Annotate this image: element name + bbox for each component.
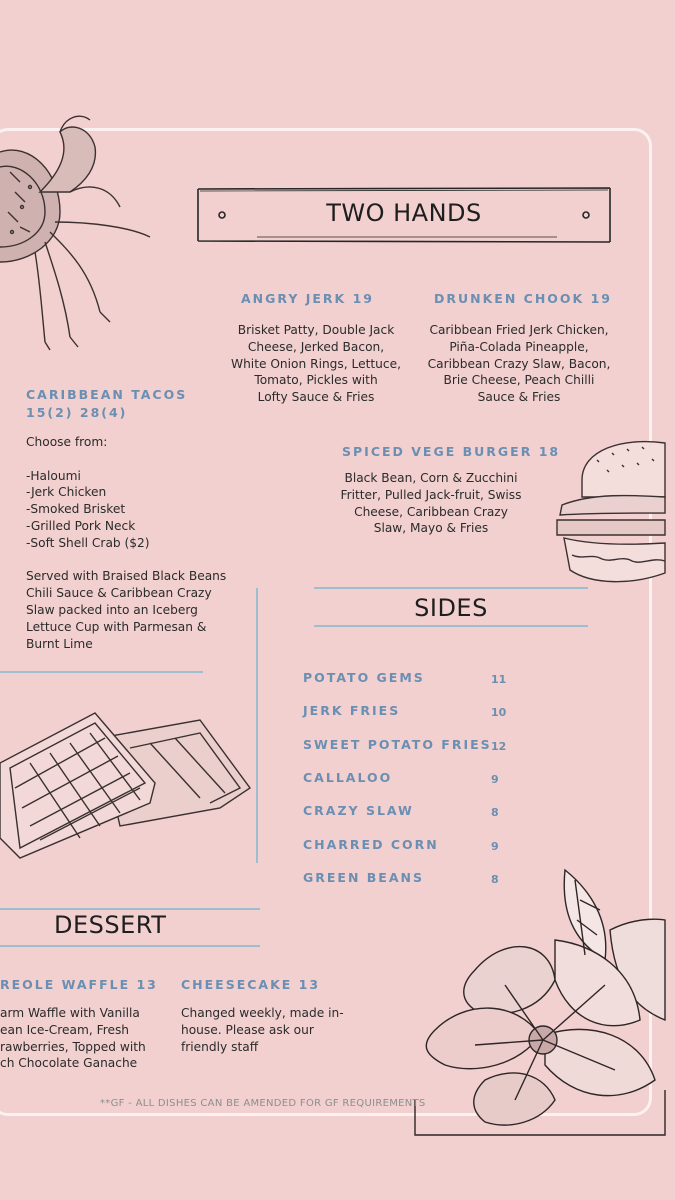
taco-option: -Haloumi bbox=[26, 468, 81, 483]
tacos-title: CARIBBEAN TACOS bbox=[26, 387, 188, 402]
taco-option: -Soft Shell Crab ($2) bbox=[26, 535, 150, 550]
desc-line: ch Chocolate Ganache bbox=[0, 1056, 138, 1071]
tacos-served-line: Burnt Lime bbox=[26, 636, 93, 651]
waffle-dessert-title: REOLE WAFFLE 13 bbox=[0, 977, 158, 992]
divider bbox=[314, 587, 588, 589]
side-price: 8 bbox=[491, 806, 499, 819]
tacos-prices: 15(2) 28(4) bbox=[26, 405, 128, 420]
angry-jerk-desc bbox=[222, 322, 410, 406]
tacos-desc bbox=[26, 434, 256, 652]
desc-line: Cheese, Jerked Bacon, bbox=[247, 339, 385, 354]
two-hands-title: TWO HANDS bbox=[326, 199, 482, 227]
vege-burger-title: SPICED VEGE BURGER 18 bbox=[342, 444, 561, 459]
tacos-served-line: Served with Braised Black Beans bbox=[26, 569, 227, 584]
sides-title: SIDES bbox=[414, 594, 488, 622]
tacos-choose: Choose from: bbox=[26, 435, 108, 449]
desc-line: Tomato, Pickles with bbox=[254, 373, 378, 388]
desc-line: Cheese, Caribbean Crazy bbox=[354, 504, 508, 519]
cheesecake-title: CHEESECAKE 13 bbox=[181, 977, 321, 992]
tacos-served-line: Lettuce Cup with Parmesan & bbox=[26, 619, 207, 634]
vege-burger-desc bbox=[332, 470, 530, 537]
two-hands-banner bbox=[197, 187, 611, 243]
desc-line: Lofty Sauce & Fries bbox=[257, 390, 375, 405]
divider bbox=[314, 625, 588, 627]
desc-line: Brie Cheese, Peach Chilli bbox=[443, 373, 595, 388]
desc-line: Black Bean, Corn & Zucchini bbox=[344, 471, 518, 485]
desc-line: friendly staff bbox=[181, 1039, 259, 1054]
desc-line: Slaw, Mayo & Fries bbox=[373, 521, 489, 536]
divider bbox=[0, 908, 260, 910]
tacos-served-line: Chili Sauce & Caribbean Crazy bbox=[26, 586, 212, 601]
waffle-dessert-desc bbox=[0, 1005, 170, 1072]
desc-line: Piña-Colada Pineapple, bbox=[449, 339, 589, 354]
side-price: 10 bbox=[491, 706, 507, 719]
desc-line: house. Please ask our bbox=[181, 1022, 314, 1037]
taco-option: -Grilled Pork Neck bbox=[26, 518, 136, 533]
desc-line: ean Ice-Cream, Fresh bbox=[0, 1022, 130, 1037]
desc-line: Fritter, Pulled Jack-fruit, Swiss bbox=[340, 487, 522, 502]
desc-line: rawberries, Topped with bbox=[0, 1039, 146, 1054]
cheesecake-desc bbox=[181, 1005, 381, 1055]
side-price: 9 bbox=[491, 840, 499, 853]
desc-line: Caribbean Fried Jerk Chicken, bbox=[429, 323, 609, 337]
side-name: CRAZY SLAW bbox=[303, 803, 414, 818]
divider bbox=[256, 588, 258, 863]
waffle-icon bbox=[0, 708, 255, 863]
dessert-title: DESSERT bbox=[54, 911, 167, 939]
desc-line: White Onion Rings, Lettuce, bbox=[231, 356, 401, 371]
divider bbox=[0, 671, 203, 673]
side-price: 9 bbox=[491, 773, 499, 786]
drunken-chook-desc bbox=[420, 322, 618, 406]
taco-option: -Jerk Chicken bbox=[26, 485, 107, 500]
desc-line: Changed weekly, made in- bbox=[181, 1006, 344, 1020]
taco-option: -Smoked Brisket bbox=[26, 502, 126, 517]
desc-line: Sauce & Fries bbox=[477, 390, 561, 405]
side-name: JERK FRIES bbox=[303, 703, 401, 718]
divider bbox=[0, 945, 260, 947]
side-price: 12 bbox=[491, 740, 507, 753]
side-price: 11 bbox=[491, 673, 507, 686]
crab-icon bbox=[0, 112, 160, 352]
drunken-chook-title: DRUNKEN CHOOK 19 bbox=[434, 291, 612, 306]
desc-line: arm Waffle with Vanilla bbox=[0, 1006, 140, 1020]
tacos-served-line: Slaw packed into an Iceberg bbox=[26, 602, 198, 617]
side-name: CHARRED CORN bbox=[303, 837, 439, 852]
angry-jerk-title: ANGRY JERK 19 bbox=[241, 291, 374, 306]
side-name: POTATO GEMS bbox=[303, 670, 425, 685]
desc-line: Brisket Patty, Double Jack bbox=[237, 323, 395, 337]
side-price: 8 bbox=[491, 873, 499, 886]
desc-line: Caribbean Crazy Slaw, Bacon, bbox=[427, 356, 611, 371]
gf-note: **GF - ALL DISHES CAN BE AMENDED FOR GF REQUIREMENTS bbox=[100, 1098, 426, 1109]
side-name: GREEN BEANS bbox=[303, 870, 424, 885]
flower-icon bbox=[415, 860, 665, 1135]
burger-icon bbox=[552, 435, 667, 590]
side-name: CALLALOO bbox=[303, 770, 393, 785]
side-name: SWEET POTATO FRIES bbox=[303, 737, 492, 752]
